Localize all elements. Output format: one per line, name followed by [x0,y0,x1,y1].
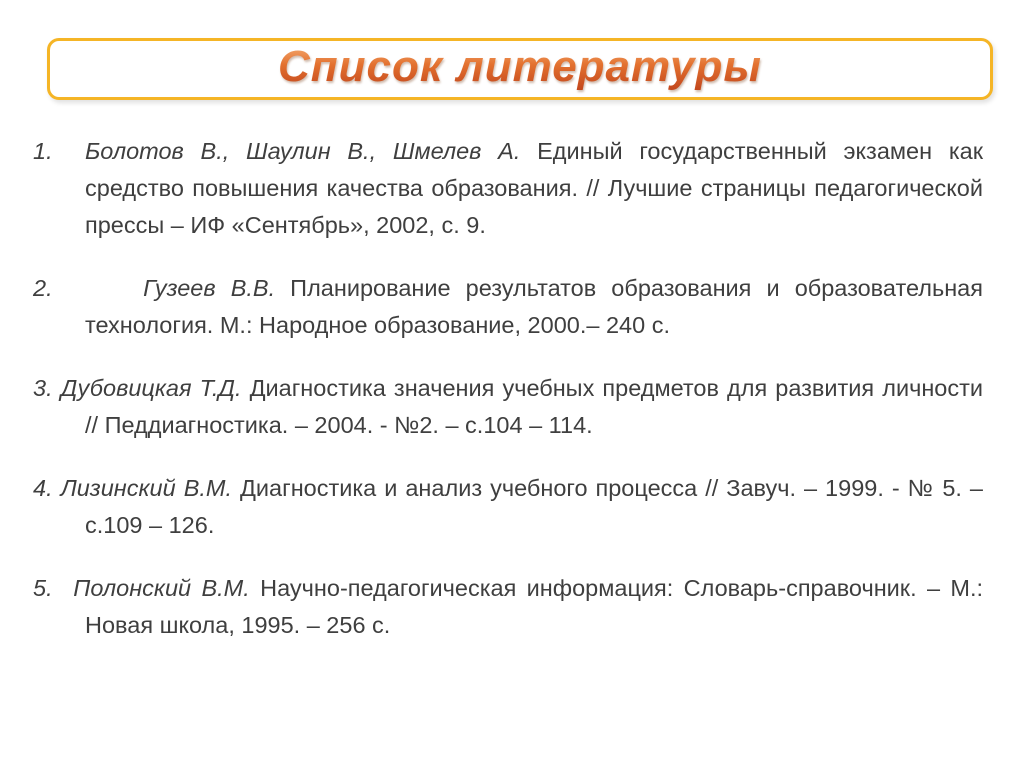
reference-number: 1. [33,138,53,164]
reference-item-3 [33,370,983,444]
reference-item-4 [33,470,983,544]
reference-number: 3. [33,375,53,401]
reference-author: Дубовицкая Т.Д. [60,375,242,401]
reference-text: Диагностика значения учебных предметов для развития личности // Педдиагностика. – 2004. - №2. – с.104 – 114. [85,375,984,438]
reference-author: Болотов В., Шаулин В., Шмелев А. [85,138,521,164]
reference-number: 5. [33,575,53,601]
reference-author: Лизинский В.М. [60,475,233,501]
reference-text: Научно-педагогическая информация: Словарь-справочник. – М.: Новая школа, 1995. – 256 с. [85,575,984,638]
reference-item-2 [33,270,983,344]
reference-text: Диагностика и анализ учебного процесса // Завуч. – 1999. - № 5. – с.109 – 126. [85,475,984,538]
reference-item-1 [33,133,983,244]
reference-author: Гузеев В.В. [143,275,276,301]
reference-item-5 [33,570,983,644]
slide-title: Список литературы [278,42,762,91]
reference-text: Единый государственный экзамен как средство повышения качества образования. // Лучшие страницы педагогической прессы – ИФ «Сентябрь», 2002, с. 9. [85,138,983,238]
title-frame [47,38,993,100]
reference-list [33,133,983,670]
reference-text: Планирование результатов образования и образовательная технология. М.: Народное образование, 2000.– 240 с. [85,275,983,338]
reference-author: Полонский В.М. [73,575,250,601]
reference-number: 2. [33,275,53,301]
reference-number: 4. [33,475,53,501]
